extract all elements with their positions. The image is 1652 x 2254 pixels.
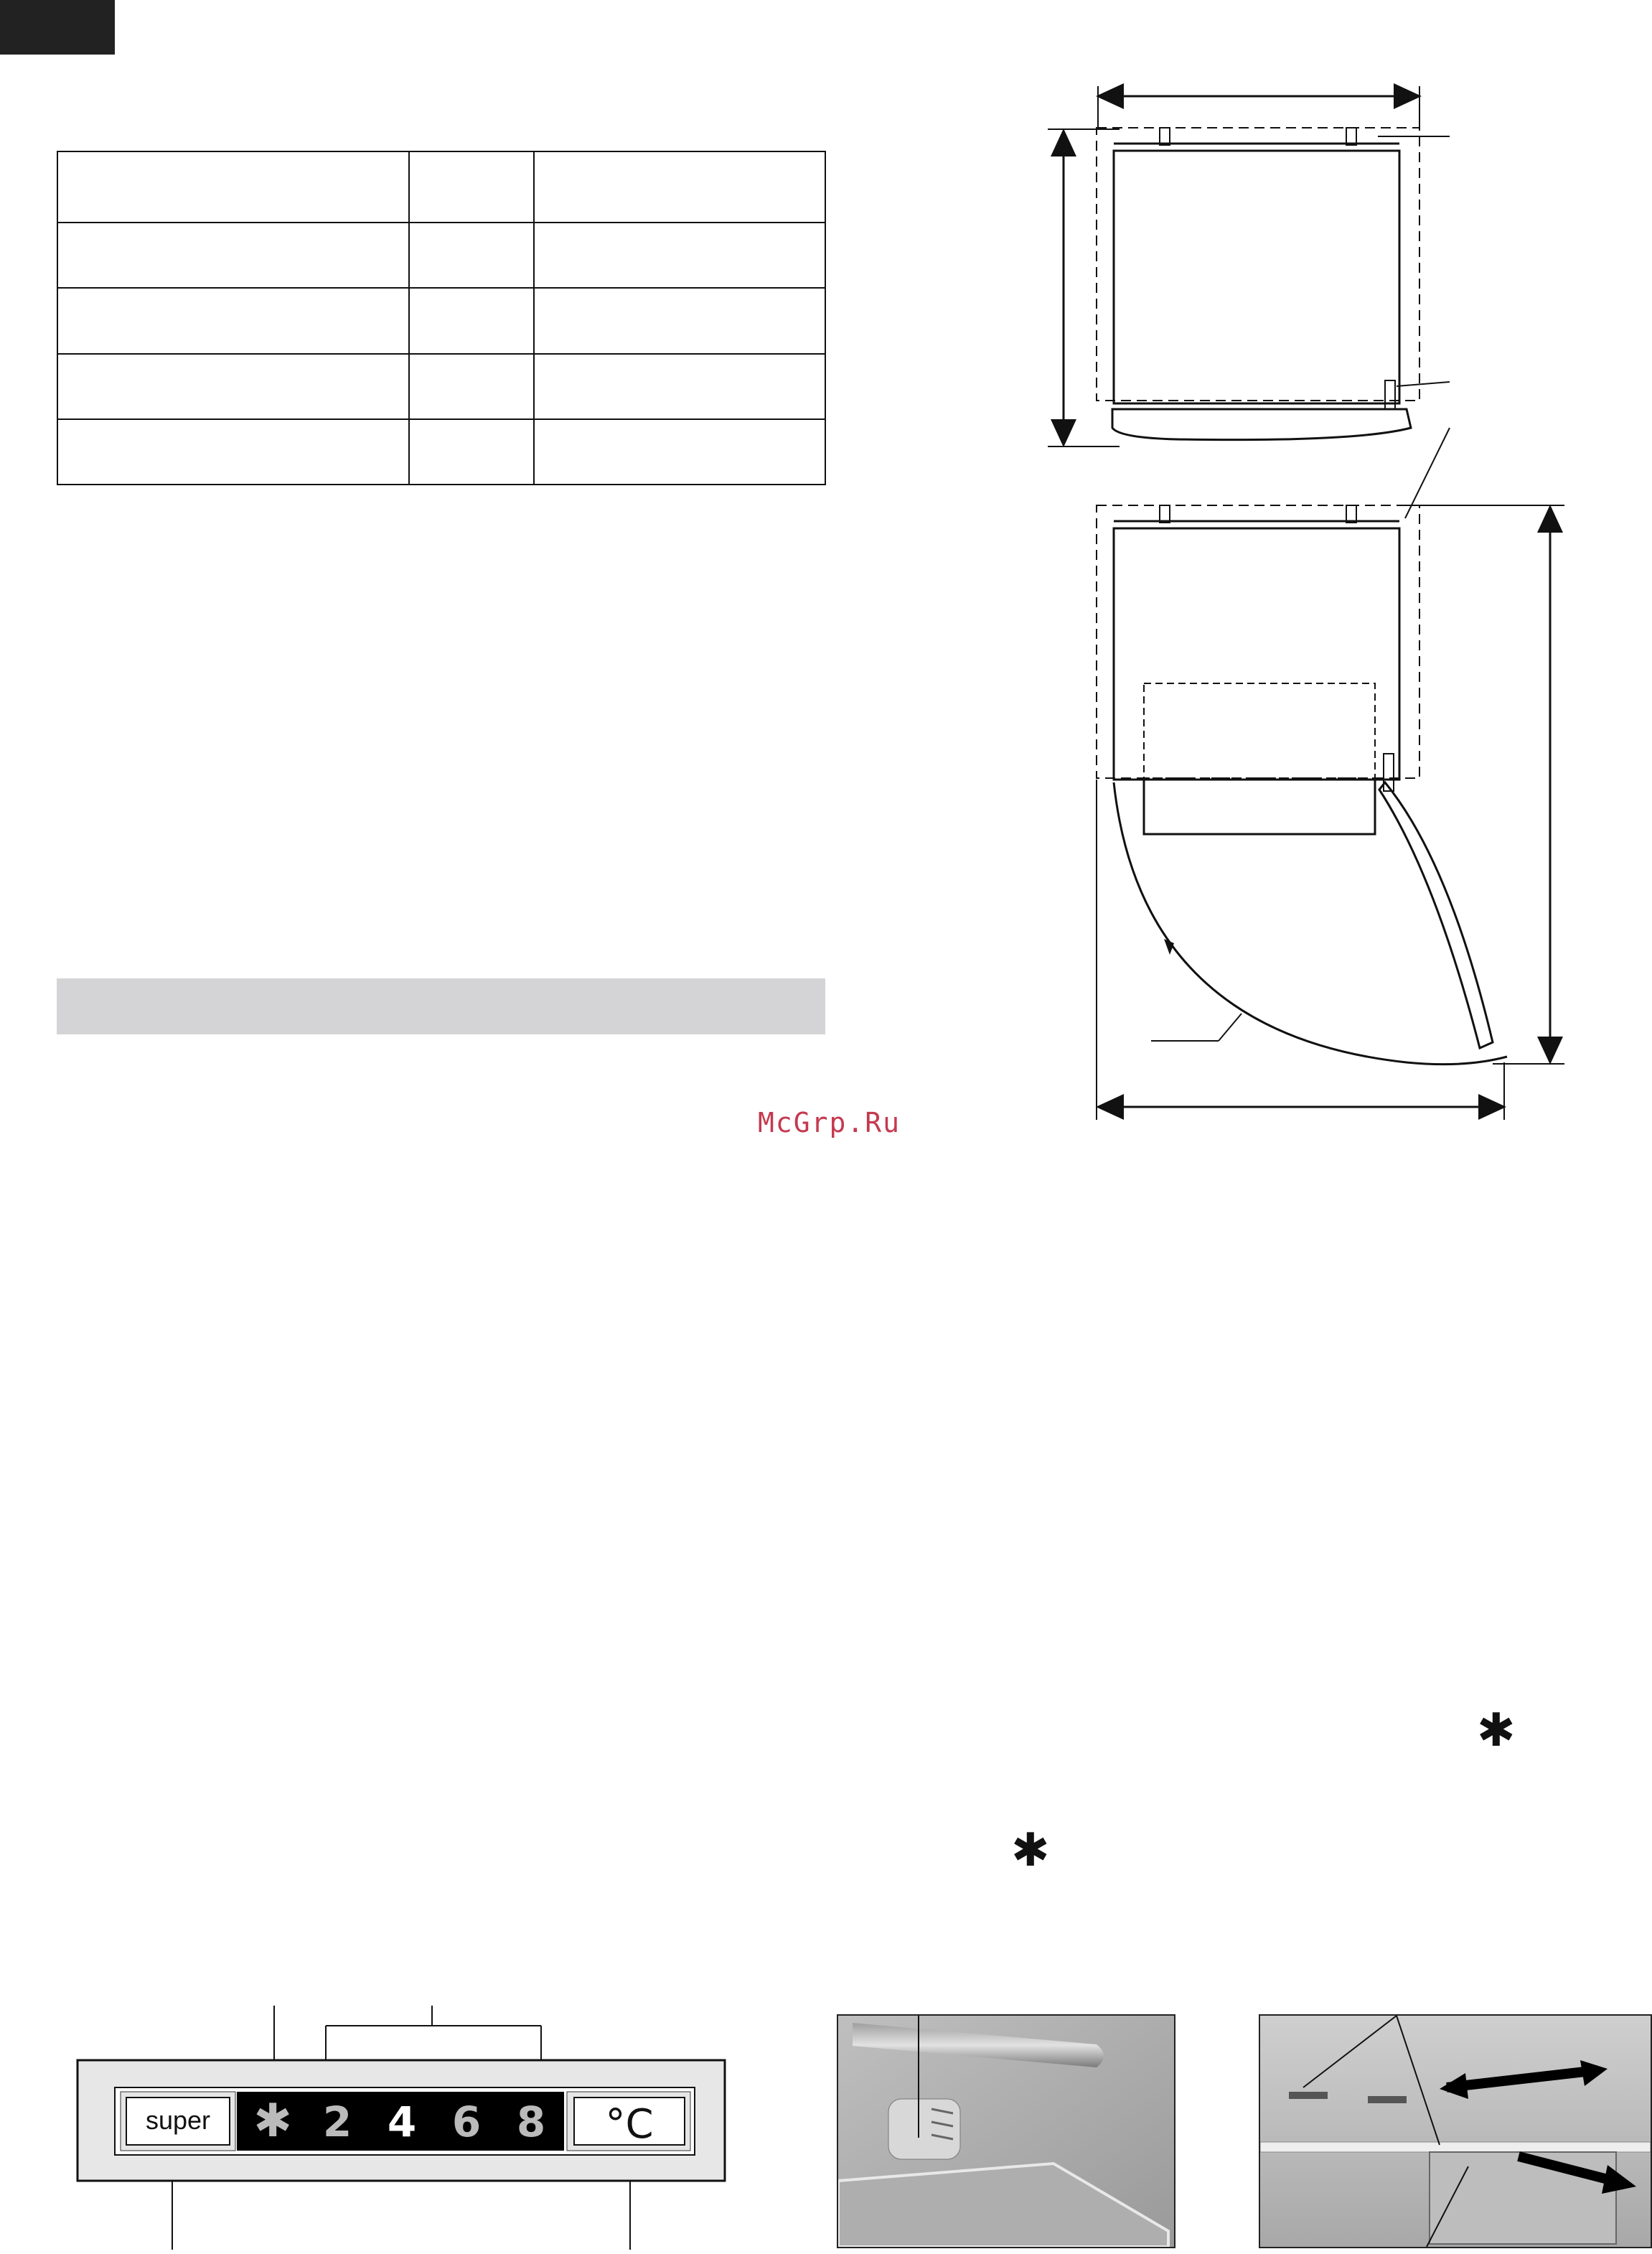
snowflake-icon: ✱ [1477, 1704, 1516, 1756]
temperature-value: 2 [322, 2098, 352, 2146]
interior-photo-drawer [1259, 2014, 1652, 2248]
table-cell [57, 288, 409, 353]
open-door [1379, 782, 1493, 1048]
table-cell [409, 288, 534, 353]
clearance-outline-open [1097, 505, 1419, 778]
table-cell [534, 151, 825, 223]
table-cell [409, 354, 534, 419]
section-heading-bar [57, 978, 825, 1034]
open-door-view [1097, 505, 1564, 1120]
super-button-label: super [145, 2105, 211, 2135]
cabinet-top [1114, 151, 1399, 403]
door-top-view [1112, 409, 1411, 440]
table-row [57, 151, 825, 223]
temperature-value: 4 [387, 2098, 417, 2146]
table-cell [534, 419, 825, 485]
clearance-outline [1097, 128, 1419, 401]
inner-compartment [1144, 683, 1375, 778]
table-cell [409, 151, 534, 223]
table-cell [409, 223, 534, 288]
watermark-text: McGrp.Ru [758, 1107, 901, 1138]
table-cell [534, 223, 825, 288]
drawer [1144, 780, 1375, 834]
table-cell [57, 354, 409, 419]
control-panel-diagram [65, 2003, 754, 2254]
interior-photo-lamp [837, 2014, 1175, 2248]
table-cell [534, 288, 825, 353]
table-cell [409, 419, 534, 485]
table-row [57, 354, 825, 419]
celsius-button-label: °C [605, 2101, 654, 2148]
snowflake-icon: ✱ [253, 2095, 292, 2148]
door-swing-arc [1114, 782, 1507, 1065]
installation-dimension-diagram [1033, 72, 1593, 1127]
temperature-value: 6 [451, 2098, 482, 2146]
shelf-rail [1260, 2142, 1651, 2152]
table-cell [57, 419, 409, 485]
table-row [57, 223, 825, 288]
table-cell [534, 354, 825, 419]
spec-table [57, 151, 826, 485]
page-corner-tab [0, 0, 115, 55]
drawer-box [1430, 2152, 1616, 2244]
temperature-value: 8 [516, 2098, 546, 2146]
snowflake-icon: ✱ [1011, 1824, 1050, 1876]
cabinet-open [1114, 528, 1399, 780]
top-view [1048, 86, 1450, 518]
table-row [57, 288, 825, 353]
thermometer-unit [888, 2099, 960, 2159]
table-row [57, 419, 825, 485]
table-cell [57, 223, 409, 288]
table-cell [57, 151, 409, 223]
